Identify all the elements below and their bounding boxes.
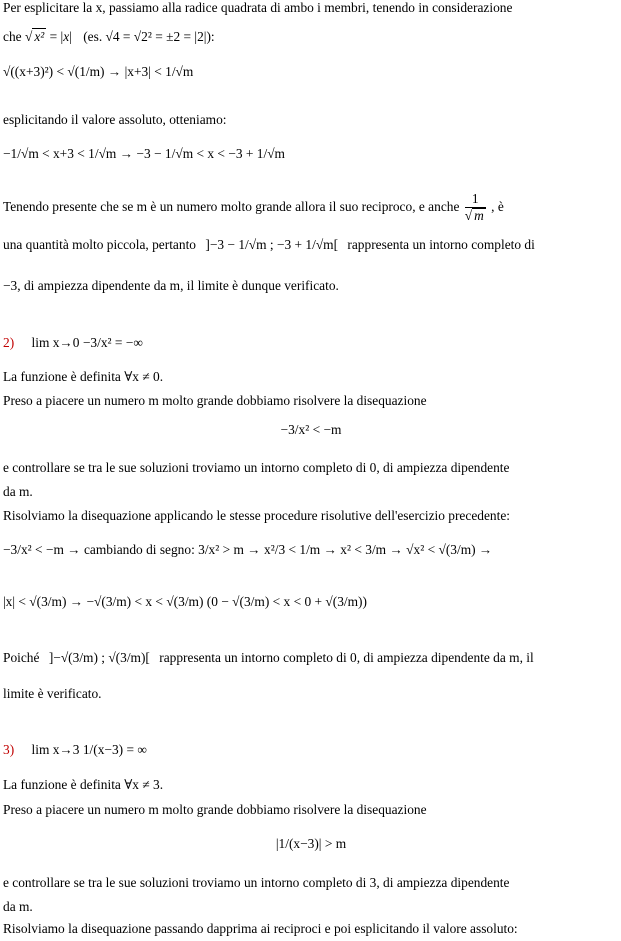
inequality: −3/x² < −m [280, 422, 342, 437]
text-line: limite è verificato. [3, 686, 102, 701]
text-line: da m. [3, 899, 33, 914]
text-line: Risolviamo la disequazione passando dapprima ai reciproci e poi esplicitando il valore assoluto: [3, 921, 518, 936]
limit-line [3, 742, 619, 758]
interval-formula: ]−√(3/m) ; √(3/m)[ [48, 650, 150, 665]
text-fragment: rappresenta un intorno completo di 0, di ampiezza dipendente da m, il [159, 650, 534, 665]
text-line: Risolviamo la disequazione applicando le stesse procedure risolutive dell'esercizio precedente: [3, 508, 510, 523]
formula-line [3, 192, 619, 223]
exercise-number: 3) [3, 742, 15, 757]
limit-formula: lim x→0 −3/x² = −∞ [31, 335, 143, 350]
text-line: −3, di ampiezza dipendente da m, il limite è dunque verificato. [3, 278, 339, 293]
text-fragment: Poiché [3, 650, 40, 665]
example-formula: (es. √4 = √2² = ±2 = |2|): [83, 29, 215, 44]
interval-formula: ]−3 − 1/√m ; −3 + 1/√m[ [205, 237, 339, 252]
formula-sqrt-abs: √ x² = |x| [24, 29, 76, 44]
limit-formula: lim x→3 1/(x−3) = ∞ [31, 742, 147, 757]
text-fragment: rappresenta un intorno completo di [347, 237, 535, 252]
text-line: e controllare se tra le sue soluzioni troviamo un intorno completo di 3, di ampiezza dipendente [3, 875, 510, 890]
text-fragment: che [3, 29, 22, 44]
exercise-number: 2) [3, 335, 15, 350]
text-line: Preso a piacere un numero m molto grande dobbiamo risolvere la disequazione [3, 802, 427, 817]
formula-line [3, 237, 619, 253]
text-fragment: una quantità molto piccola, pertanto [3, 237, 196, 252]
formula-line: |x| < √(3/m) → −√(3/m) < x < √(3/m) (0 − √(3/m) < x < 0 + √(3/m)) [3, 594, 367, 609]
formula-line [3, 28, 619, 45]
formula-line [3, 650, 619, 666]
limit-line [3, 335, 619, 351]
text-fragment: , è [491, 198, 504, 214]
inequality: |1/(x−3)| > m [275, 836, 347, 851]
text-line: La funzione è definita ∀x ≠ 0. [3, 369, 164, 384]
text-line: da m. [3, 484, 33, 499]
formula-line: −3/x² < −m → cambiando di segno: 3/x² > m → x²/3 < 1/m → x² < 3/m → √x² < √(3/m) → [3, 542, 493, 557]
formula-line [3, 146, 619, 162]
formula-line [3, 64, 619, 80]
text-line: Preso a piacere un numero m molto grande dobbiamo risolvere la disequazione [3, 393, 427, 408]
text-line: Per esplicitare la x, passiamo alla radice quadrata di ambo i membri, tenendo in considerazione [3, 0, 513, 15]
formula: −1/√m < x+3 < 1/√m → −3 − 1/√m < x < −3 + 1/√m [3, 146, 285, 161]
text-line: e controllare se tra le sue soluzioni troviamo un intorno completo di 0, di ampiezza dipendente [3, 460, 510, 475]
text-line: La funzione è definita ∀x ≠ 3. [3, 777, 164, 792]
fraction: $\frac{1}{√ m}$ [464, 191, 484, 223]
text-fragment: Tenendo presente che se m è un numero molto grande allora il suo reciproco, e anche [3, 198, 460, 214]
formula: √((x+3)²) < √(1/m) → |x+3| < 1/√m [3, 64, 194, 79]
text-line: esplicitando il valore assoluto, otteniamo: [3, 112, 227, 127]
